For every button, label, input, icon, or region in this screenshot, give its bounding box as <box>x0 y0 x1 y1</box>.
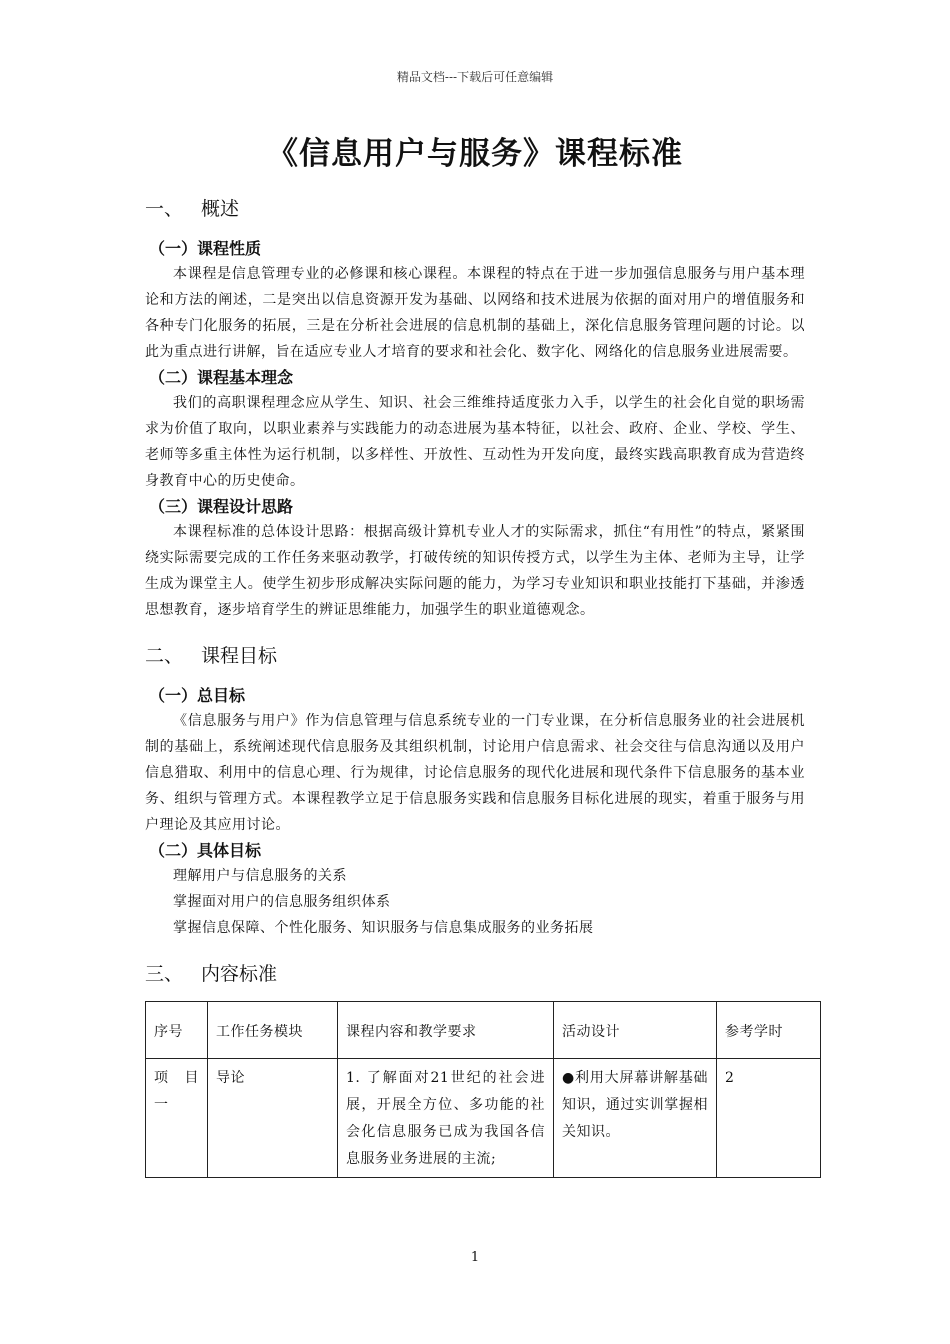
section-number: 一、 <box>145 198 184 220</box>
paragraph-course-philosophy: 我们的高职课程理念应从学生、知识、社会三维维持适度张力入手，以学生的社会化自觉的职场需求为价值了取向，以职业素养与实践能力的动态进展为基本特征，以社会、政府、企业、学校、学生、老师等多重主体性为运行机制，以多样性、开放性、互动性为开发向度，最终实践高职教育成为营造终身教育中心的历史使命。 <box>145 395 805 489</box>
section-heading-objectives <box>145 639 805 673</box>
list-item: 理解用户与信息服务的关系 <box>173 868 347 884</box>
cell-number: 项 目一 <box>146 1059 208 1178</box>
header-cell-number: 序号 <box>146 1002 208 1059</box>
page-number: 1 <box>470 1250 480 1265</box>
header-cell-module: 工作任务模块 <box>208 1002 338 1059</box>
cell-hours: 2 <box>717 1059 821 1178</box>
header-watermark: 精品文档---下载后可任意编辑 <box>396 70 554 84</box>
subheading-course-nature: （一）课程性质 <box>149 239 262 258</box>
list-item: 掌握信息保障、个性化服务、知识服务与信息集成服务的业务拓展 <box>173 920 594 936</box>
subheading-course-design: （三）课程设计思路 <box>149 497 294 516</box>
table-row <box>146 1059 821 1178</box>
subheading-specific-goals: （二）具体目标 <box>149 841 262 860</box>
document-body <box>145 190 805 1178</box>
cell-content: 1. 了解面对21世纪的社会进展，开展全方位、多功能的社会化信息服务已成为我国各信息服务业务进展的主流; <box>338 1059 554 1178</box>
section-number: 三、 <box>145 963 184 985</box>
cell-module: 导论 <box>208 1059 338 1178</box>
section-title: 课程目标 <box>201 645 278 667</box>
subheading-course-philosophy: （二）课程基本理念 <box>149 368 294 387</box>
list-item: 掌握面对用户的信息服务组织体系 <box>173 894 391 910</box>
document-title: 《信息用户与服务》课程标准 <box>267 136 683 172</box>
paragraph-course-nature: 本课程是信息管理专业的必修课和核心课程。本课程的特点在于进一步加强信息服务与用户基本理论和方法的阐述，二是突出以信息资源开发为基础、以网络和技术进展为依据的面对用户的增值服务和各种专门化服务的拓展，三是在分析社会进展的信息机制的基础上，深化信息服务管理问题的讨论。以此为重点进行讲解，旨在适应专业人才培育的要求和社会化、数字化、网络化的信息服务业进展需要。 <box>145 266 805 360</box>
paragraph-course-design: 本课程标准的总体设计思路：根据高级计算机专业人才的实际需求，抓住“有用性”的特点，紧紧围绕实际需要完成的工作任务来驱动教学，打破传统的知识传授方式，以学生为主体、老师为主导，让学生成为课堂主人。使学生初步形成解决实际问题的能力，为学习专业知识和职业技能打下基础，并渗透思想教育，逐步培育学生的辨证思维能力，加强学生的职业道德观念。 <box>145 524 805 618</box>
subheading-overall-goal: （一）总目标 <box>149 686 246 705</box>
section-heading-content-standards <box>145 957 805 991</box>
header-cell-activity: 活动设计 <box>554 1002 717 1059</box>
cell-activity: ●利用大屏幕讲解基础知识，通过实训掌握相关知识。 <box>554 1059 717 1178</box>
table-header-row <box>146 1002 821 1059</box>
section-title: 概述 <box>201 198 240 220</box>
section-title: 内容标准 <box>201 963 278 985</box>
header-cell-content: 课程内容和教学要求 <box>338 1002 554 1059</box>
content-standards-table <box>145 1001 821 1178</box>
header-cell-hours: 参考学时 <box>717 1002 821 1059</box>
section-number: 二、 <box>145 645 184 667</box>
paragraph-overall-goal: 《信息服务与用户》作为信息管理与信息系统专业的一门专业课，在分析信息服务业的社会进展机制的基础上，系统阐述现代信息服务及其组织机制，讨论用户信息需求、社会交往与信息沟通以及用户信息猎取、利用中的信息心理、行为规律，讨论信息服务的现代化进展和现代条件下信息服务的基本业务、组织与管理方式。本课程教学立足于信息服务实践和信息服务目标化进展的现实，着重于服务与用户理论及其应用讨论。 <box>145 713 805 833</box>
section-heading-overview <box>145 192 805 226</box>
